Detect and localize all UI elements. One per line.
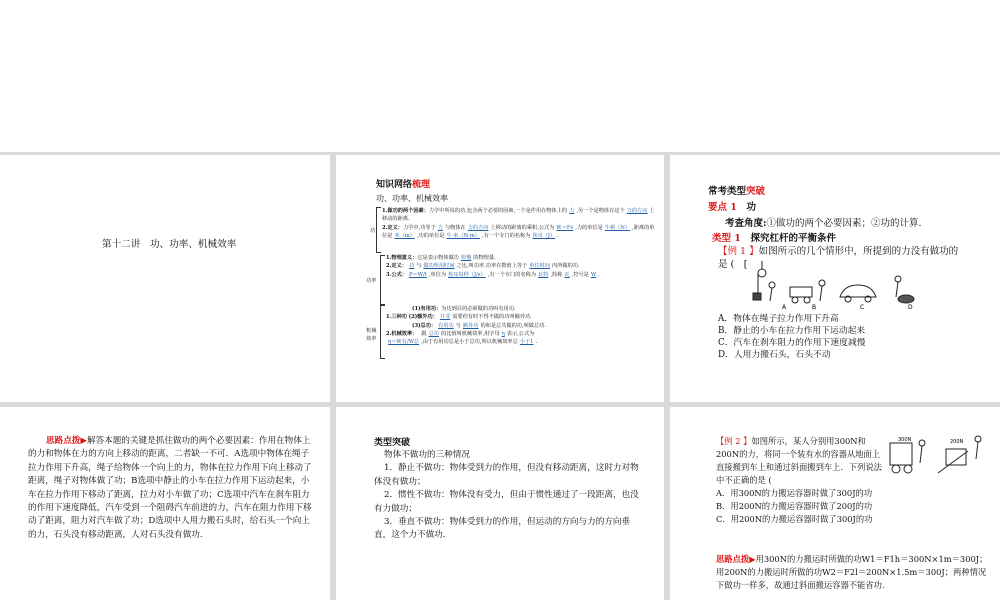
option-c[interactable]: C．用200N的力搬运容器时做了300J的功 [716,514,873,524]
example1-figure [740,259,920,311]
option-b[interactable]: B．静止的小车在拉力作用下运动起来 [718,326,866,336]
no-work-heading: 物体不做功的三种情况 [384,450,470,460]
no-work-list [374,449,646,543]
fig-label-d: D [908,304,913,311]
knowledge-subtitle: 功、功率、机械效率 [376,194,448,203]
gonglv-block: 1.物理意义：它是表示物体做功 快慢 的物理量. 2.定义： 功 与 做功所用时间 之比,叫功率.功率在数值上等于 单位时间 内所做的功. 3.公式： P＝W/t ,单位为 焦耳每秒（J/s） ,有一个专门的名称为 瓦特 ,简称 瓦 ,符号是 W . [386,255,600,278]
jixie-brace [380,305,385,359]
slide-5[interactable] [336,407,664,600]
example2-options [716,487,906,526]
slide-1[interactable] [0,155,330,402]
slide-4[interactable] [0,407,330,600]
option-d[interactable]: D．人用力搬石头，石头不动 [718,350,831,360]
slide3-title: 常考类型突破 [708,186,766,197]
option-a[interactable]: A．物体在绳子拉力作用下升高 [718,314,839,324]
no-work-item-1: 1．静止不做功：物体受到力的作用，但没有移动距离，这时力对物体没有做功； [374,463,639,487]
example2-hint: 思路点拨▶用300N的力搬运时所做的功W1＝F1h＝300N×1m＝300J；用200N的力搬运时所做的功W2＝F2l＝200N×1.5m＝300J；两种情况下做功一样多，故通过斜面搬运容器不能省功. [716,554,988,590]
gong-brace [376,207,381,253]
fig-label-b: B [812,304,817,311]
slide-6[interactable] [670,407,1000,600]
fig-label-300n: 300N [898,437,912,443]
gonglv-label: 功率 [366,278,377,284]
type-line: 类型 1 探究杠杆的平衡条件 [712,233,836,244]
slide-2[interactable] [336,155,664,402]
no-work-item-2: 2．惯性不做功：物体没有受力，但由于惯性通过了一段距离，也没有力做功； [374,490,639,514]
gong-block: 1.做功的两个因素：力学中所说的功,包含两个必要的因素,一个是作用在物体上的 力 ,另一个是物体在这个 力的方向 上移动的距离. 2.定义：力学中,功等于 力 与物体在 力的方向 上移动的距离的乘积,公式为 W＝Fs ,力的单位是 牛顿（N） ,距离的单位是 米（m） ,功的单位是 牛·米（N·m） ,有一个专门的名称为 焦耳（J） . [382,208,655,239]
no-work-item-3: 3．垂直不做功：物体受到力的作用，但运动的方向与力的方向垂直，这个力不做功． [374,517,631,541]
gong-label: 功 [370,228,376,234]
jixie-block: (1)有用功：为达到目的必须做的功叫有用功. 1.三种功 (2)额外功： 并非 需要但有时不得不做的功叫额外功. (3)总功： 有用功 与 额外功 的和是总共做的功,叫做总功. 2.机械效率： 跟 总功 的比值叫机械效率,用字母 η 表示,公式为 η＝W有/W总 ,由于有用功总是小于总功,所以机械效率总 小于1 . [386,306,547,346]
example1-options [718,313,865,361]
fig-label-200n: 200N [950,439,964,445]
fig-label-a: A [782,304,787,311]
knowledge-network-heading: 知识网络梳理 [376,180,431,190]
option-c[interactable]: C．汽车在刹车阻力的作用下速度减慢 [718,338,866,348]
slide-3[interactable] [670,155,1000,402]
example2-figure [888,433,992,483]
fig-label-c: C [860,304,865,311]
exam-angle: 考查角度:①做功的两个必要因素；②功的计算. [725,218,922,229]
example2-question: 【例 2 】如图所示，某人分别用300N和200N的力，将同一个装有水的容器从地面上直接搬到车上和通过斜面搬到车上．下列说法中不正确的是 ( [716,436,882,485]
key-point: 要点 1 功 [708,202,756,213]
top-blank-area [0,0,1000,152]
option-a[interactable]: A．用300N的力搬运容器时做了300J的功 [716,488,873,498]
gonglv-brace [380,255,385,305]
jixie-label: 机械效率 [366,328,377,343]
hint-paragraph: 思路点拨▶解答本题的关键是抓住做功的两个必要因素：作用在物体上的力和物体在力的方向上移动的距离，二者缺一不可．A选项中物体在绳子拉力作用下升高，绳子给物体一个向上的力，物体在拉力作用下向上移动了距离，绳子对物体做了功；B选项中静止的小车在拉力作用下运动起来，小车在拉力作用下移动了距离，拉力对小车做了功；C选项中汽车在刹车阻力的作用下速度降低，汽车受到一个阻碍汽车前进的力，汽车在阻力作用下移动了距离，阻力对汽车做了功；D选项中人用力搬石头时，给石头一个向上的力，石头没有移动距离，人对石头没有做功. [28,436,312,540]
option-b[interactable]: B．用200N的力搬运容器时做了200J的功 [716,501,873,511]
lecture-title: 第十二讲 功、功率、机械效率 [102,239,237,250]
example1-question: 【例 1 】如图所示的几个情形中，所提到的力没有做功的 是 ( [ [718,246,959,270]
type-breakthrough-title: 类型突破 [374,438,411,448]
